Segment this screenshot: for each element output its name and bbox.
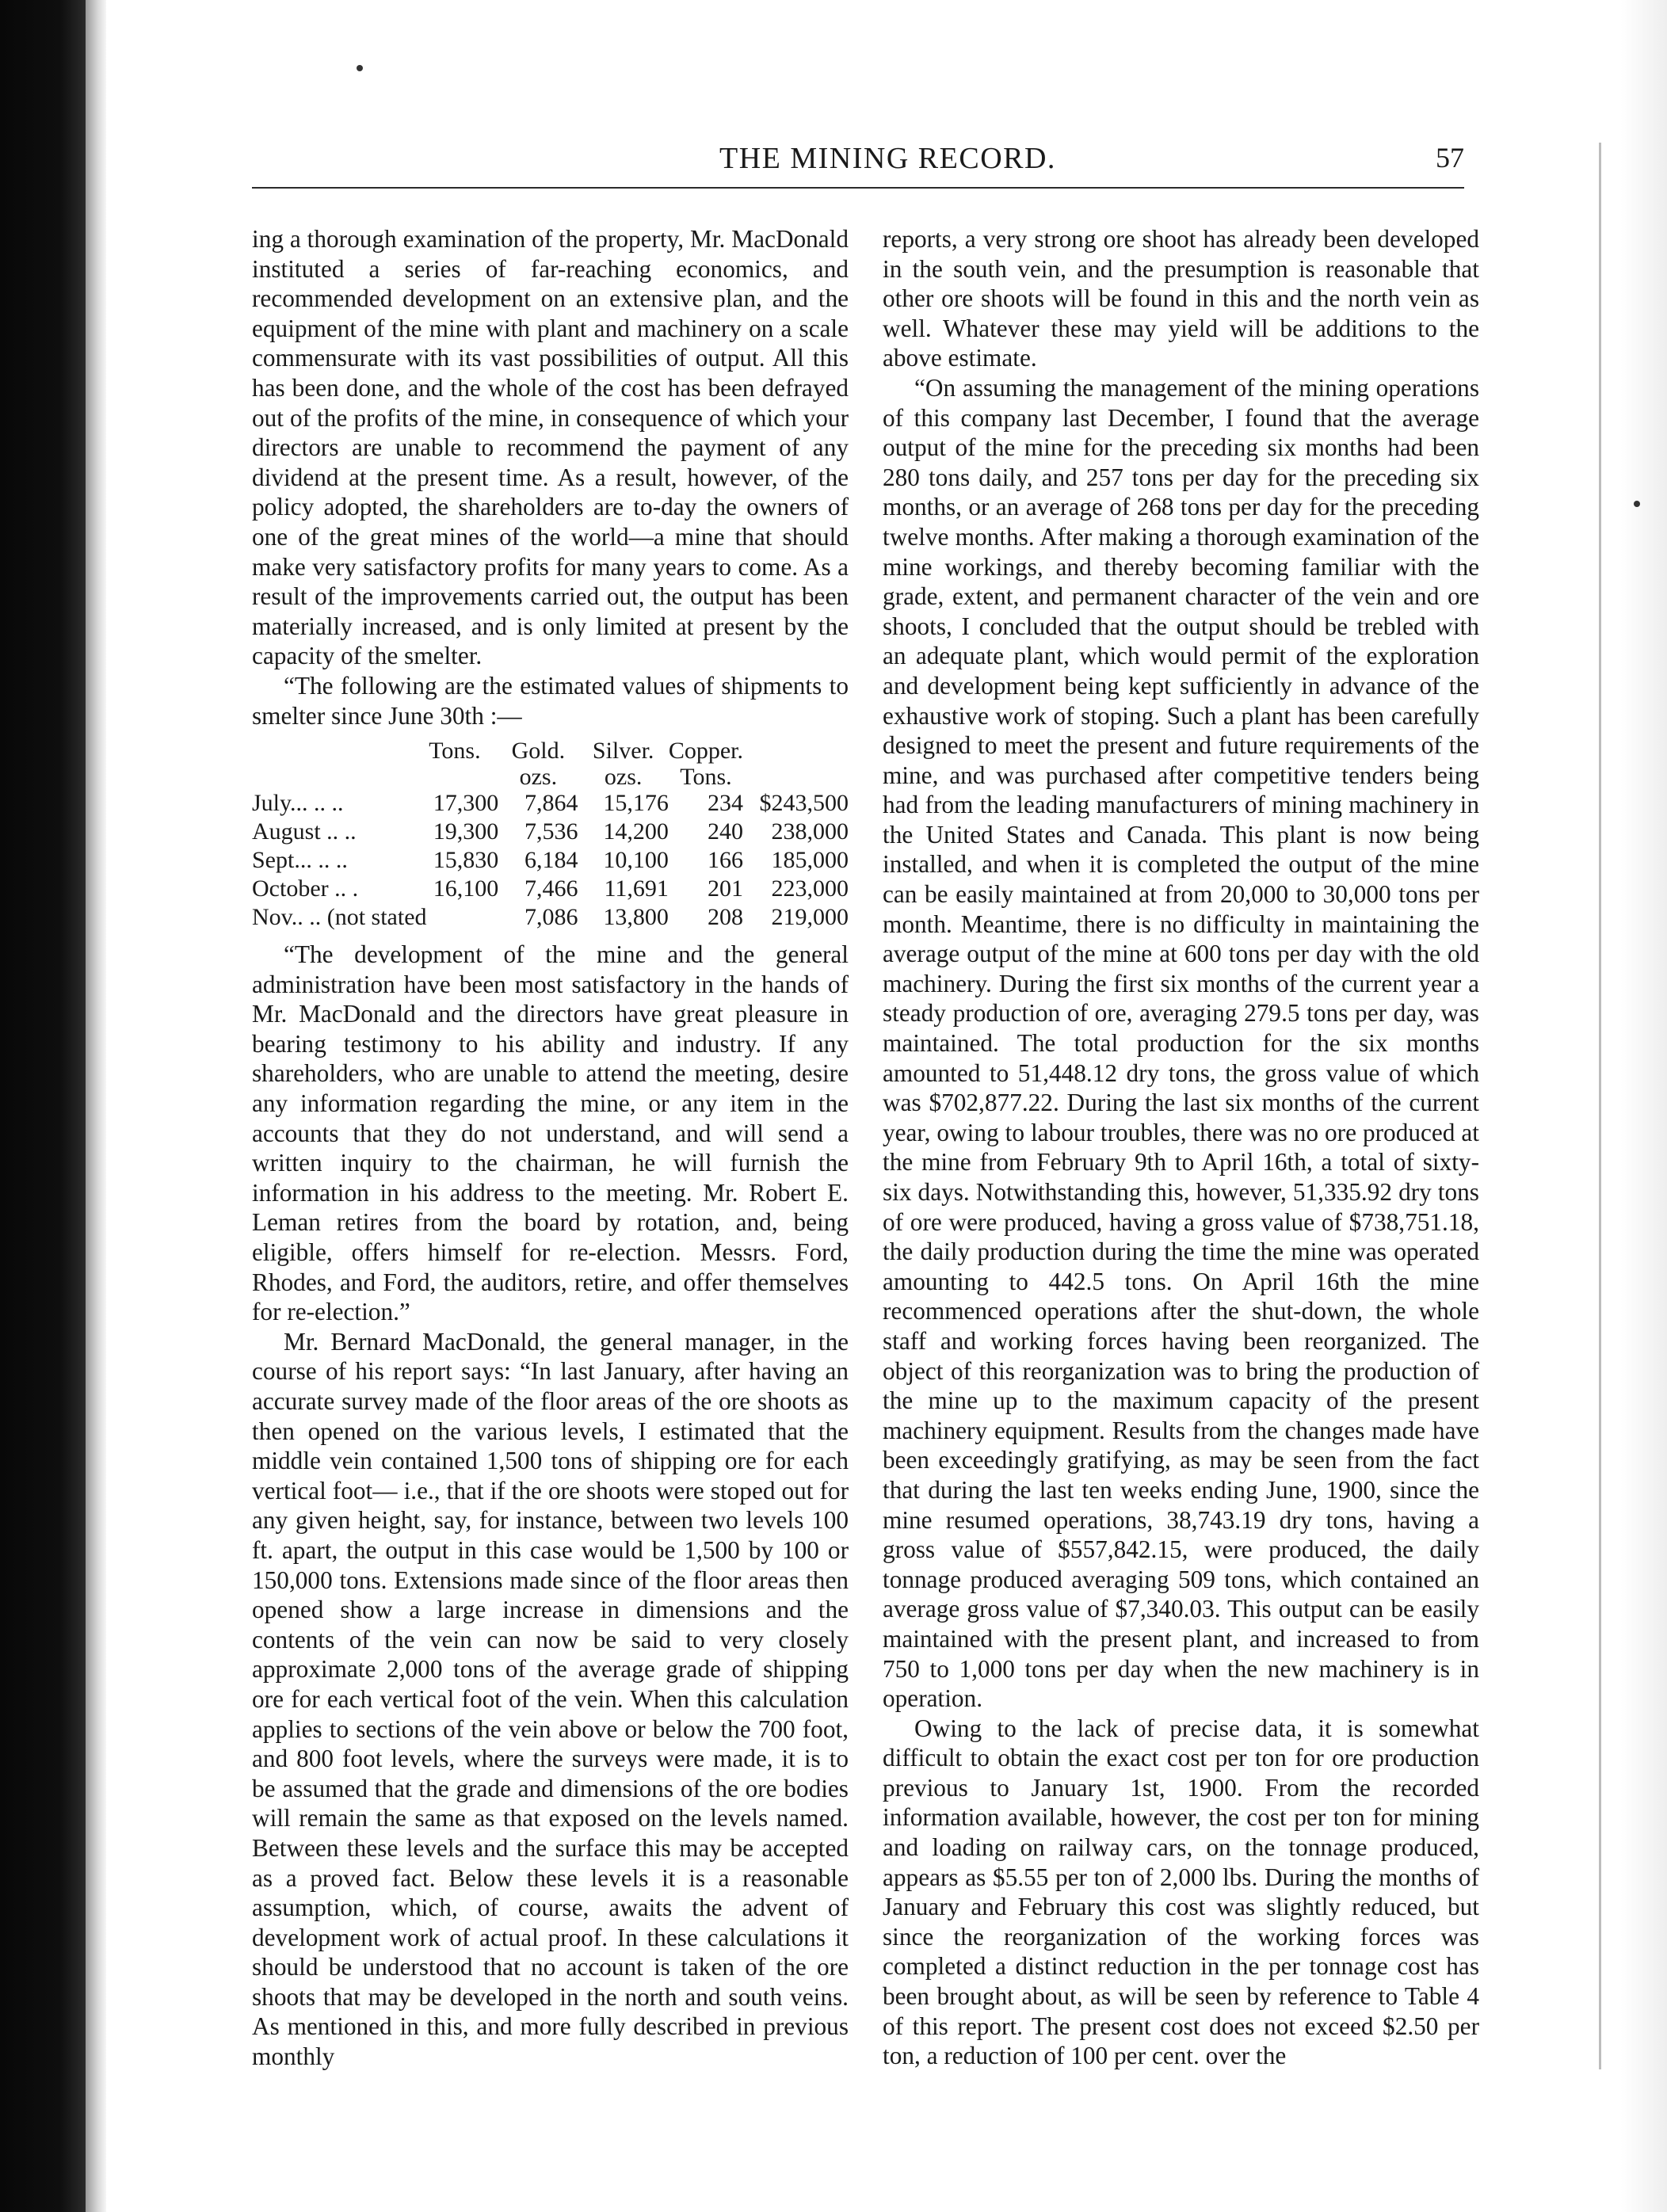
table-header-cell: Silver. xyxy=(592,738,654,765)
table-cell-month: Sept... .. .. xyxy=(252,847,348,874)
paragraph: Owing to the lack of precise data, it is somewhat difficult to obtain the exact cost per ton for ore production previous to January 1st, 1900. From the recorded information available, however, the cost per ton for mining and loading on railway cars, on the tonnage produced, appears as $5.55 per ton of 2,000 lbs. During the months of January and February this cost was slightly reduced, but since the reorganization of the working forces was completed a distinct reduction in the per tonnage cost has been brought about, as will be seen by reference to Table 4 of this report. The present cost does not exceed $2.50 per ton, a reduction of 100 per cent. over the xyxy=(883,1714,1479,2070)
running-title: THE MINING RECORD. xyxy=(719,142,1056,175)
table-cell: 17,300 xyxy=(433,790,499,817)
header-rule xyxy=(252,187,1464,189)
table-cell: 16,100 xyxy=(433,875,499,902)
table-header-cell xyxy=(743,737,849,765)
table-cell: 19,300 xyxy=(433,818,499,845)
table-header-cell xyxy=(252,737,411,765)
table-row xyxy=(252,818,849,846)
table-cell: 185,000 xyxy=(771,847,849,874)
table-unit-cell xyxy=(252,765,411,789)
page-header xyxy=(252,141,1464,196)
page-edge-line xyxy=(1599,143,1601,2069)
left-column xyxy=(252,224,849,2072)
shipments-table xyxy=(252,737,849,932)
table-cell: 7,086 xyxy=(524,904,578,931)
table-cell-month: October .. . xyxy=(252,875,359,902)
paragraph: “On assuming the management of the mining operations of this company last December, I found that the average output of the mine for the preceding six months had been 280 tons daily, and 257 tons per day for the preceding six months, or an average of 268 tons per day for the preceding twelve months. After making a thorough examination of the mine workings, and thereby becoming familiar with the grade, extent, and permanent character of the vein and ore shoots, I concluded that the output should be trebled with an adequate plant, which would permit of the exploration and development being kept sufficiently in advance of the exhaustive work of stoping. Such a plant has been carefully designed to meet the present and future requirements of the mine, and was purchased after competitive tenders being had from the leading manufacturers of mining machinery in the United States and Canada. This plant is now being installed, and when it is completed the output of the mine can be easily maintained at from 20,000 to 30,000 tons per month. Meantime, there is no difficulty in maintaining the average output of the mine at 600 tons per day with the old machinery. During the first six months of the current year a steady production of ore, averaging 279.5 tons per day, was maintained. The total production for the six months amounted to 51,448.12 dry tons, the gross value of which was $702,877.22. During the last six months of the current year, owing to labour troubles, there was no ore produced at the mine from February 9th to April 16th, a total of sixty-six days. Notwithstanding this, however, 51,335.92 dry tons of ore were produced, having a gross value of $738,751.18, the daily production during the time the mine was operated amounting to 442.5 tons. On April 16th the mine recommenced operations after the shut-down, the whole staff and working forces having been reorganized. The object of this reorganization was to bring the production of the mine up to the maximum capacity of the present machinery equipment. Results from the changes made have been exceedingly gratifying, as may be seen from the fact that during the last ten weeks ending June, 1900, since the mine resumed operations, 38,743.19 dry tons, having a gross value of $557,842.15, were produced, the daily tonnage produced averaging 509 tons, which contained an average gross value of $7,340.03. This output can be easily maintained with the present plant, and increased to from 750 to 1,000 tons per day when the new machinery is in operation. xyxy=(883,373,1479,1713)
table-unit-cell xyxy=(743,765,849,789)
table-row xyxy=(252,789,849,818)
table-cell-month: August .. .. xyxy=(252,818,357,845)
table-header-row xyxy=(252,737,849,765)
table-cell-month: Nov.. .. (not stated xyxy=(252,904,427,931)
table-cell: 7,466 xyxy=(524,875,578,902)
table-cell: 10,100 xyxy=(603,847,669,874)
table-cell: 7,864 xyxy=(524,790,578,817)
scan-binding-shadow xyxy=(0,0,86,2212)
table-unit-cell: ozs. xyxy=(604,764,643,791)
table-cell: 14,200 xyxy=(603,818,669,845)
table-header-cell: Tons. xyxy=(429,738,481,765)
table-cell: 6,184 xyxy=(524,847,578,874)
paper-speck xyxy=(357,65,363,71)
table-cell-month: July... .. .. xyxy=(252,790,344,817)
table-cell: 208 xyxy=(708,904,744,931)
right-column xyxy=(883,224,1479,2071)
table-row xyxy=(252,875,849,903)
table-units-row xyxy=(252,765,849,789)
page-number: 57 xyxy=(1436,142,1464,174)
paragraph: “The following are the estimated values of shipments to smelter since June 30th :— xyxy=(252,671,849,730)
paragraph: Mr. Bernard MacDonald, the general manager, in the course of his report says: “In last January, after having an accurate survey made of the floor areas of the ore shoots as then opened on the various levels, I estimated that the middle vein contained 1,500 tons of shipping ore for each vertical foot— i.e., that if the ore shoots were stoped out for any given height, say, for instance, between two levels 100 ft. apart, the output in this case would be 1,500 by 100 or 150,000 tons. Extensions made since of the floor areas then opened show a large increase in dimensions and the contents of the vein can now be said to very closely approximate 2,000 tons of the average grade of shipping ore for each vertical foot of the vein. When this calculation applies to sections of the vein above or below the 700 foot, and 800 foot levels, where the surveys were made, it is to be assumed that the grade and dimensions of the ore bodies will remain the same as that exposed on the levels named. Between these levels and the surface this may be accepted as a proved fact. Below these levels it is a reasonable assumption, which, of course, awaits the advent of development work of actual proof. In these calculations it should be understood that no account is taken of the ore shoots that may be developed in the north and south veins. As mentioned in this, and more fully described in previous monthly xyxy=(252,1327,849,2071)
table-row xyxy=(252,846,849,875)
page-edge xyxy=(1564,0,1667,2212)
table-cell: 13,800 xyxy=(603,904,669,931)
paragraph: reports, a very strong ore shoot has already been developed in the south vein, and the presumption is reasonable that other ore shoots will be found in this and the north vein as well. Whatever these may yield will be additions to the above estimate. xyxy=(883,225,1479,372)
table-cell: 15,830 xyxy=(433,847,499,874)
table-cell: 7,536 xyxy=(524,818,578,845)
table-unit-cell: Tons. xyxy=(680,764,732,791)
table-cell: 219,000 xyxy=(771,904,849,931)
table-cell: 166 xyxy=(708,847,744,874)
table-cell: 11,691 xyxy=(604,875,669,902)
table-unit-cell xyxy=(411,765,499,789)
table-header-cell: Gold. xyxy=(511,738,566,765)
table-cell: 240 xyxy=(708,818,744,845)
paragraph: ing a thorough examination of the property, Mr. MacDonald instituted a series of far-reaching economics, and recommended development on an extensive plan, and the equipment of the mine with plant and machinery on a scale commensurate with its vast possibilities of output. All this has been done, and the whole of the cost has been defrayed out of the profits of the mine, in consequence of which your directors are unable to recommend the payment of any dividend at the present time. As a result, however, of the policy adopted, the shareholders are to-day the owners of one of the great mines of the world—a mine that should make very satisfactory profits for many years to come. As a result of the improvements carried out, the output has been materially increased, and is only limited at present by the capacity of the smelter. xyxy=(252,225,849,670)
table-cell: $243,500 xyxy=(759,790,849,817)
table-unit-cell: ozs. xyxy=(519,764,558,791)
table-row xyxy=(252,903,849,932)
paper-speck xyxy=(1634,501,1640,507)
table-cell: 238,000 xyxy=(771,818,849,845)
table-cell: 234 xyxy=(708,790,744,817)
table-cell: 201 xyxy=(708,875,744,902)
table-cell: 223,000 xyxy=(771,875,849,902)
table-header-cell: Copper. xyxy=(668,738,744,765)
paragraph: “The development of the mine and the general administration have been most satisfactory in the hands of Mr. MacDonald and the directors have great pleasure in bearing testimony to his ability and industry. If any shareholders, who are unable to attend the meeting, desire any information regarding the mine, or any item in the accounts that they do not understand, and will send a written inquiry to the chairman, he will furnish the information in his address to the meeting. Mr. Robert E. Leman retires from the board by rotation, and, being eligible, offers himself for re-election. Messrs. Ford, Rhodes, and Ford, the auditors, retire, and offer themselves for re-election.” xyxy=(252,940,849,1326)
table-cell: 15,176 xyxy=(603,790,669,817)
page-gutter-shadow xyxy=(86,0,106,2212)
